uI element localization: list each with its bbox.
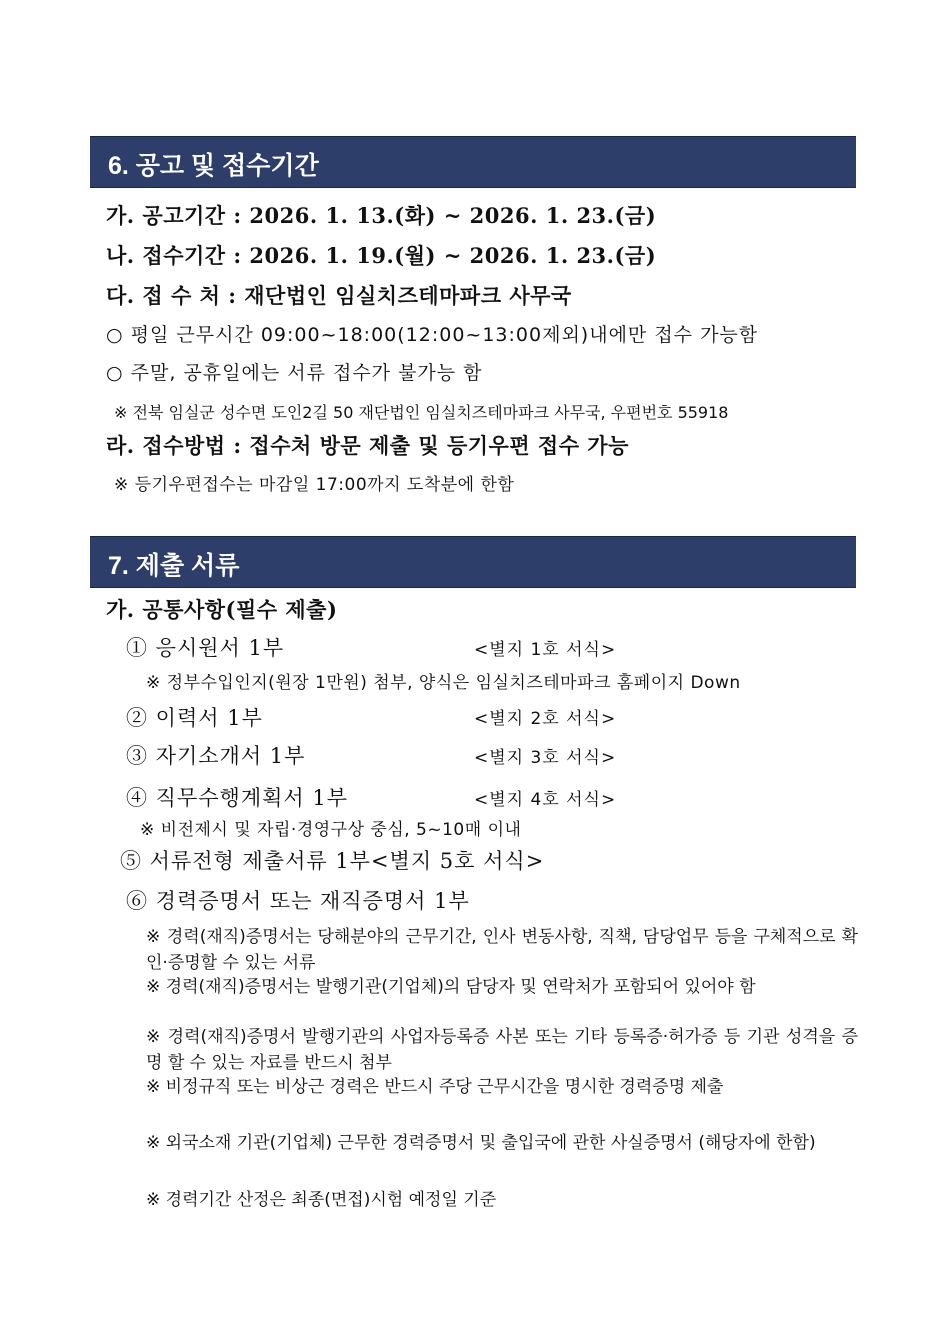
- application-method: 라. 접수방법 : 접수처 방문 제출 및 등기우편 접수 가능: [106, 433, 629, 458]
- section-7-title: 7. 제출 서류: [108, 552, 240, 580]
- common-requirements: 가. 공통사항(필수 제출): [106, 597, 338, 622]
- doc-item-3-form: <별지 3호 서식>: [474, 748, 617, 768]
- doc-item-1-form: <별지 1호 서식>: [474, 640, 617, 660]
- doc-item-5: ⑤ 서류전형 제출서류 1부<별지 5호 서식>: [120, 849, 545, 873]
- application-period: 나. 접수기간 : 2026. 1. 19.(월) ~ 2026. 1. 23.(금): [106, 243, 657, 268]
- doc-item-1-note: ※ 정부수입인지(원장 1만원) 첨부, 양식은 임실치즈테마파크 홈페이지 Down: [146, 673, 741, 693]
- career-note-5: ※ 외국소재 기관(기업체) 근무한 경력증명서 및 출입국에 관한 사실증명서 (해당자에 한함): [146, 1133, 816, 1153]
- weekend-bullet: ○ 주말, 공휴일에는 서류 접수가 불가능 함: [106, 362, 483, 384]
- doc-item-6: ⑥ 경력증명서 또는 재직증명서 1부: [126, 889, 470, 913]
- doc-item-4-form: <별지 4호 서식>: [474, 790, 617, 810]
- application-office: 다. 접 수 처 : 재단법인 임실치즈테마파크 사무국: [106, 283, 572, 308]
- doc-item-1: ① 응시원서 1부: [126, 636, 285, 660]
- doc-item-2: ② 이력서 1부: [126, 706, 263, 730]
- weekday-hours-bullet: ○ 평일 근무시간 09:00~18:00(12:00~13:00제외)내에만 접수 가능함: [106, 324, 759, 346]
- career-note-4: ※ 비정규직 또는 비상근 경력은 반드시 주당 근무시간을 명시한 경력증명 제출: [146, 1077, 724, 1097]
- section-6-header: [90, 136, 856, 188]
- section-6-title: 6. 공고 및 접수기간: [108, 152, 319, 180]
- career-note-3: ※ 경력(재직)증명서 발행기관의 사업자등록증 사본 또는 기타 등록증·허가증 등 기관 성격을 증명 할 수 있는 자료를 반드시 첨부: [146, 1027, 858, 1073]
- registered-mail-note: ※ 등기우편접수는 마감일 17:00까지 도착분에 한함: [114, 475, 515, 495]
- career-note-6: ※ 경력기간 산정은 최종(면접)시험 예정일 기준: [146, 1190, 497, 1210]
- doc-item-4-note: ※ 비전제시 및 자립·경영구상 중심, 5~10매 이내: [140, 820, 522, 840]
- notice-period: 가. 공고기간 : 2026. 1. 13.(화) ~ 2026. 1. 23.(금): [106, 203, 657, 228]
- section-7-header: [90, 536, 856, 588]
- career-note-2: ※ 경력(재직)증명서는 발행기관(기업체)의 담당자 및 연락처가 포함되어 있어야 함: [146, 977, 756, 997]
- doc-item-4: ④ 직무수행계획서 1부: [126, 786, 348, 810]
- address-note: ※ 전북 임실군 성수면 도인2길 50 재단법인 임실치즈테마파크 사무국, 우편번호 55918: [114, 403, 729, 422]
- doc-item-2-form: <별지 2호 서식>: [474, 709, 617, 729]
- career-note-1: ※ 경력(재직)증명서는 당해분야의 근무기간, 인사 변동사항, 직책, 담당업무 등을 구체적으로 확인·증명할 수 있는 서류: [146, 927, 858, 973]
- doc-item-3: ③ 자기소개서 1부: [126, 744, 306, 768]
